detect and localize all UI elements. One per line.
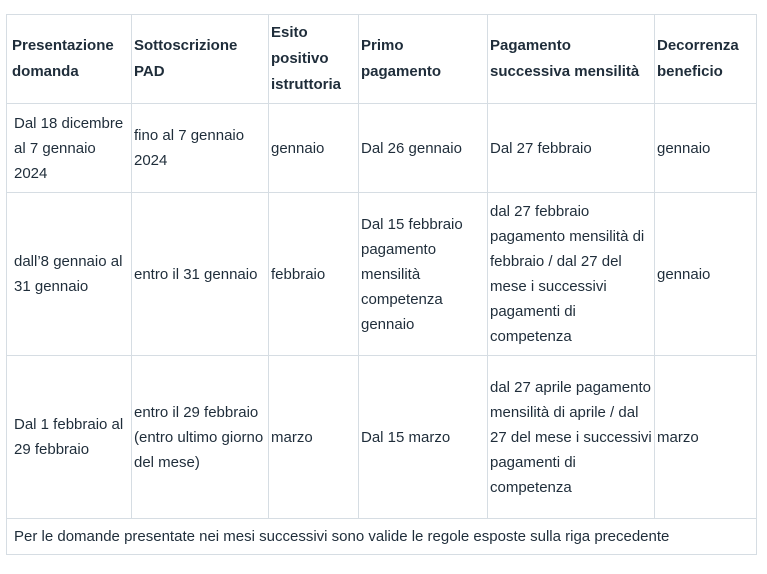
column-header: Primo pagamento — [359, 15, 488, 104]
footer-note: Per le domande presentate nei mesi successivi sono valide le regole esposte sulla riga precedente — [7, 519, 757, 555]
table-cell: gennaio — [269, 104, 359, 193]
column-header: Sottoscrizione PAD — [132, 15, 269, 104]
table-cell: Dal 1 febbraio al 29 febbraio — [7, 356, 132, 519]
table-cell: Dal 18 dicembre al 7 gennaio 2024 — [7, 104, 132, 193]
table-cell: dal 27 febbraio pagamento mensilità di febbraio / dal 27 del mese i successivi pagamenti di competenza — [488, 193, 655, 356]
table-cell: entro il 31 gennaio — [132, 193, 269, 356]
table-cell: marzo — [269, 356, 359, 519]
table-cell: gennaio — [655, 193, 757, 356]
column-header: Esito positivo istruttoria — [269, 15, 359, 104]
table-cell: marzo — [655, 356, 757, 519]
table-cell: fino al 7 gennaio 2024 — [132, 104, 269, 193]
column-header: Presentazione domanda — [7, 15, 132, 104]
schedule-table — [6, 14, 757, 555]
table-header-row — [7, 15, 757, 104]
column-header: Decorrenza beneficio — [655, 15, 757, 104]
table-cell: Dal 26 gennaio — [359, 104, 488, 193]
table-cell: dal 27 aprile pagamento mensilità di aprile / dal 27 del mese i successivi pagamenti di competenza — [488, 356, 655, 519]
table-row — [7, 356, 757, 519]
table-container — [6, 14, 756, 555]
table-cell: Dal 27 febbraio — [488, 104, 655, 193]
table-cell: dall’8 gennaio al 31 gennaio — [7, 193, 132, 356]
table-cell: Dal 15 febbraio pagamento mensilità competenza gennaio — [359, 193, 488, 356]
table-cell: febbraio — [269, 193, 359, 356]
table-cell: entro il 29 febbraio (entro ultimo giorno del mese) — [132, 356, 269, 519]
table-cell: gennaio — [655, 104, 757, 193]
table-footer-row — [7, 519, 757, 555]
table-row — [7, 104, 757, 193]
table-cell: Dal 15 marzo — [359, 356, 488, 519]
table-row — [7, 193, 757, 356]
column-header: Pagamento successiva mensilità — [488, 15, 655, 104]
